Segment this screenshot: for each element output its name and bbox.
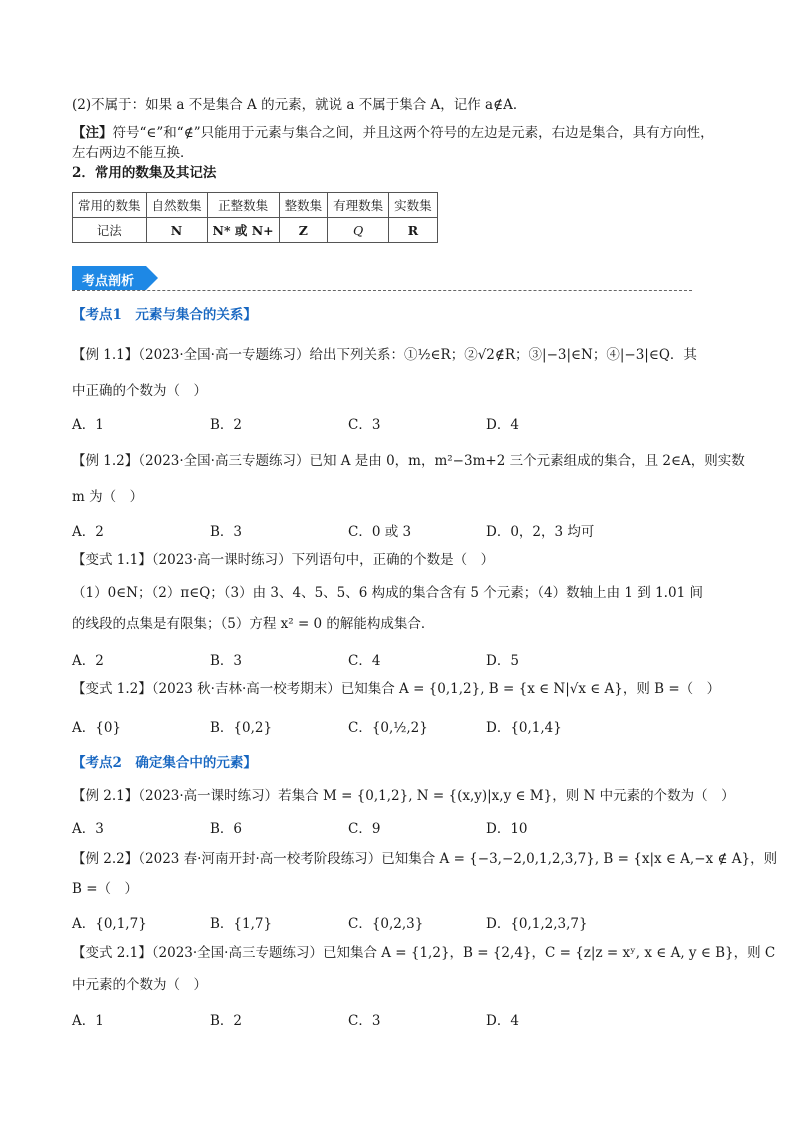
option-d: D．4 [486, 417, 519, 433]
option-d: D．10 [486, 821, 528, 837]
note-line [72, 124, 754, 142]
option-c: C．{0,2,3} [348, 916, 424, 932]
option-b: B．2 [210, 1013, 243, 1029]
option-d: D．0，2，3 均可 [486, 524, 595, 540]
option-c: C．3 [348, 417, 381, 433]
section-badge [72, 266, 158, 290]
table-cell: N [146, 218, 207, 243]
option-b: B．3 [210, 524, 243, 540]
option-c: C．9 [348, 821, 381, 837]
question-text: 【变式 2.1】（2023·全国·高三专题练习）已知集合 A = {1,2}，B = {2,4}，C = {z|z = xʸ, x ∈ A, y ∈ B}，则 C [72, 945, 776, 961]
table-cell: Q [328, 218, 389, 243]
option-b: B．2 [210, 417, 243, 433]
question-text: 【例 1.1】（2023·全国·高一专题练习）给出下列关系：①½∈R；②√2∉R；③|−3|∈N；④|−3|∈Q．其 [72, 347, 697, 363]
question-text: 【例 1.2】（2023·全国·高三专题练习）已知 A 是由 0，m，m²−3m+2 三个元素组成的集合，且 2∈A，则实数 [72, 453, 745, 469]
question-text: 中元素的个数为（ ） [72, 977, 207, 993]
question-text: 【例 2.2】（2023 春·河南开封·高一校考阶段练习）已知集合 A = {−3,−2,0,1,2,3,7}, B = {x|x ∈ A,−x ∉ A}，则 [72, 851, 778, 867]
note-text: 符号“∈”和“∉”只能用于元素与集合之间，并且这两个符号的左边是元素，右边是集合，具有方向性， [112, 125, 714, 141]
table-cell: 常用的数集 [73, 193, 147, 218]
option-c: C．3 [348, 1013, 381, 1029]
table-cell: Z [279, 218, 328, 243]
table-cell: 正整数集 [207, 193, 279, 218]
option-c: C．4 [348, 653, 381, 669]
option-b: B．3 [210, 653, 243, 669]
table-row [73, 218, 438, 243]
topic-heading: 【考点1 元素与集合的关系】 [72, 307, 257, 323]
number-sets-table [72, 192, 438, 243]
question-text: B =（ ） [72, 881, 139, 897]
option-d: D．4 [486, 1013, 519, 1029]
table-cell: 自然数集 [146, 193, 207, 218]
topic-heading: 【考点2 确定集合中的元素】 [72, 755, 257, 771]
question-text: 中正确的个数为（ ） [72, 383, 207, 399]
table-cell: 记法 [73, 218, 147, 243]
table-cell: 实数集 [389, 193, 438, 218]
option-a: A．1 [72, 417, 104, 433]
badge-label: 考点剖析 [82, 274, 135, 289]
option-b: B．{0,2} [210, 720, 273, 736]
option-c: C．{0,½,2} [348, 720, 428, 736]
question-text: m 为（ ） [72, 489, 144, 505]
option-a: A．{0,1,7} [72, 916, 147, 932]
question-text: 的线段的点集是有限集；（5）方程 x² = 0 的解能构成集合． [72, 616, 435, 632]
table-cell: 有理数集 [328, 193, 389, 218]
option-d: D．{0,1,2,3,7} [486, 916, 588, 932]
option-a: A．{0} [72, 720, 122, 736]
table-cell: N* 或 N+ [207, 218, 279, 243]
option-b: B．6 [210, 821, 243, 837]
section-divider [72, 290, 692, 291]
intro-line: (2)不属于：如果 a 不是集合 A 的元素，就说 a 不属于集合 A，记作 a∉A． [72, 97, 527, 113]
table-header-row [73, 193, 438, 218]
question-text: 【例 2.1】（2023·高一课时练习）若集合 M = {0,1,2}, N = {(x,y)|x,y ∈ M}，则 N 中元素的个数为（ ） [72, 788, 735, 804]
table-cell: 整数集 [279, 193, 328, 218]
note-line-2: 左右两边不能互换． [72, 145, 194, 161]
section-heading: 2．常用的数集及其记法 [72, 165, 217, 181]
option-c: C．0 或 3 [348, 524, 412, 540]
question-text: （1）0∈N；（2）π∈Q；（3）由 3、4、5、5、6 构成的集合含有 5 个元素；（4）数轴上由 1 到 1.01 间 [72, 585, 703, 601]
question-text: 【变式 1.2】（2023 秋·吉林·高一校考期末）已知集合 A = {0,1,2}, B = {x ∈ N|√x ∈ A}，则 B =（ ） [72, 681, 721, 697]
option-a: A．2 [72, 653, 104, 669]
option-a: A．3 [72, 821, 104, 837]
option-a: A．2 [72, 524, 104, 540]
option-d: D．{0,1,4} [486, 720, 562, 736]
option-a: A．1 [72, 1013, 104, 1029]
note-label: 【注】 [72, 125, 113, 141]
option-b: B．{1,7} [210, 916, 273, 932]
table-cell: R [389, 218, 438, 243]
option-d: D．5 [486, 653, 519, 669]
question-text: 【变式 1.1】（2023·高一课时练习）下列语句中，正确的个数是（ ） [72, 552, 495, 568]
